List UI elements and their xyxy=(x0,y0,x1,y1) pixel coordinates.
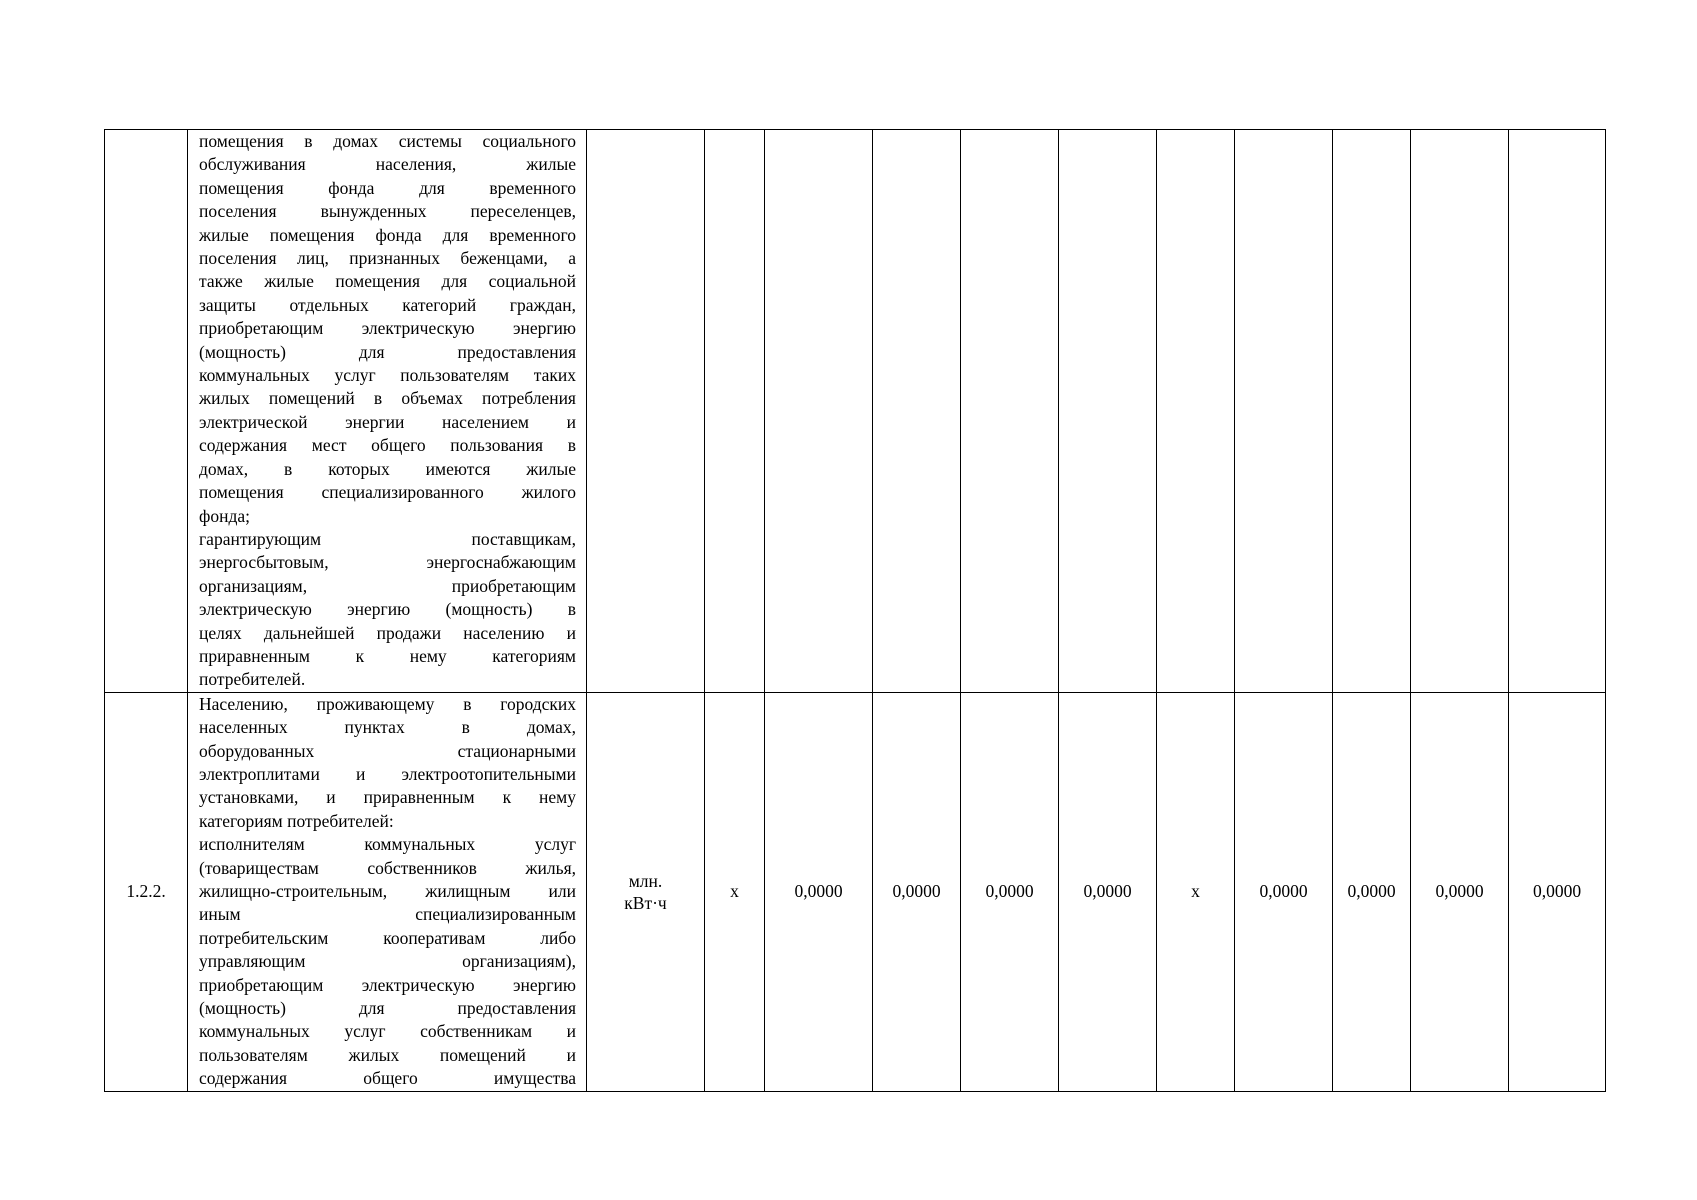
value-cell: х xyxy=(705,692,765,1091)
value-cell xyxy=(1059,130,1157,693)
description-line: (мощность) для предоставления xyxy=(199,998,576,1019)
description-line: поселения лиц, признанных беженцами, а xyxy=(199,248,576,269)
row-number-cell: 1.2.2. xyxy=(105,692,188,1091)
description-line: исполнителям коммунальных услуг xyxy=(199,834,576,855)
description-line: гарантирующим поставщикам, xyxy=(199,528,576,549)
description-line: организациям, приобретающим xyxy=(199,575,576,596)
value-cell: 0,0000 xyxy=(1333,692,1411,1091)
value-cell: 0,0000 xyxy=(765,692,873,1091)
description-line: энергосбытовым, энергоснабжающим xyxy=(199,552,576,573)
description-line: жилые помещения фонда для временного xyxy=(199,224,576,245)
description-line: управляющим организациям), xyxy=(199,951,576,972)
unit-label-line1: млн. xyxy=(628,870,663,891)
description-line: оборудованных стационарными xyxy=(199,740,576,761)
description-line: домах, в которых имеются жилые xyxy=(199,458,576,479)
description-line: помещения в домах системы социального xyxy=(199,131,576,151)
description-line: электрической энергии населением и xyxy=(199,411,576,432)
description-line: населенных пунктах в домах, xyxy=(199,717,576,738)
description-line: фонда; xyxy=(199,505,250,526)
description-line: иным специализированным xyxy=(199,904,576,925)
value-cell: 0,0000 xyxy=(1059,692,1157,1091)
description-line: также жилые помещения для социальной xyxy=(199,271,576,292)
description-line: (товариществам собственников жилья, xyxy=(199,857,576,878)
value-cell xyxy=(1411,130,1509,693)
description-line: категориям потребителей: xyxy=(199,810,394,831)
value-cell xyxy=(1235,130,1333,693)
description-line: Населению, проживающему в городских xyxy=(199,693,576,714)
unit-cell xyxy=(587,130,705,693)
value-cell xyxy=(1509,130,1606,693)
description-line: целях дальнейшей продажи населению и xyxy=(199,622,576,643)
description-line: обслуживания населения, жилые xyxy=(199,154,576,175)
unit-label-line2: кВт·ч xyxy=(624,892,667,913)
description-cell xyxy=(188,692,587,1091)
value-cell xyxy=(705,130,765,693)
value-cell: 0,0000 xyxy=(961,692,1059,1091)
description-line: приобретающим электрическую энергию xyxy=(199,974,576,995)
table-row xyxy=(105,130,1606,693)
description-line: помещения специализированного жилого xyxy=(199,482,576,503)
value-cell: 0,0000 xyxy=(1411,692,1509,1091)
description-line: защиты отдельных категорий граждан, xyxy=(199,294,576,315)
description-line: коммунальных услуг собственникам и xyxy=(199,1021,576,1042)
description-line: помещения фонда для временного xyxy=(199,177,576,198)
description-line: содержания мест общего пользования в xyxy=(199,435,576,456)
description-line: жилищно-строительным, жилищным или xyxy=(199,881,576,901)
description-line: приобретающим электрическую энергию xyxy=(199,318,576,339)
value-cell: 0,0000 xyxy=(1509,692,1606,1091)
description-line: жилых помещений в объемах потребления xyxy=(199,388,576,409)
value-cell: 0,0000 xyxy=(1235,692,1333,1091)
table-row xyxy=(105,692,1606,1091)
description-line: пользователям жилых помещений и xyxy=(199,1044,576,1065)
description-line: электрическую энергию (мощность) в xyxy=(199,599,576,620)
value-cell xyxy=(1333,130,1411,693)
value-cell xyxy=(1157,130,1235,693)
description-line: поселения вынужденных переселенцев, xyxy=(199,201,576,222)
value-cell: х xyxy=(1157,692,1235,1091)
row-number-cell xyxy=(105,130,188,693)
value-cell xyxy=(765,130,873,693)
description-line: потребительским кооперативам либо xyxy=(199,927,576,948)
value-cell xyxy=(961,130,1059,693)
description-line: (мощность) для предоставления xyxy=(199,341,576,362)
unit-cell xyxy=(587,692,705,1091)
description-line: потребителей. xyxy=(199,669,306,690)
description-cell xyxy=(188,130,587,693)
value-cell: 0,0000 xyxy=(873,692,961,1091)
description-line: электроплитами и электроотопительными xyxy=(199,763,576,784)
description-line: установками, и приравненным к нему xyxy=(199,787,576,808)
description-line: коммунальных услуг пользователям таких xyxy=(199,365,576,386)
tariff-table xyxy=(104,129,1606,1092)
description-line: приравненным к нему категориям xyxy=(199,645,576,666)
value-cell xyxy=(873,130,961,693)
description-line: содержания общего имущества xyxy=(199,1068,576,1089)
